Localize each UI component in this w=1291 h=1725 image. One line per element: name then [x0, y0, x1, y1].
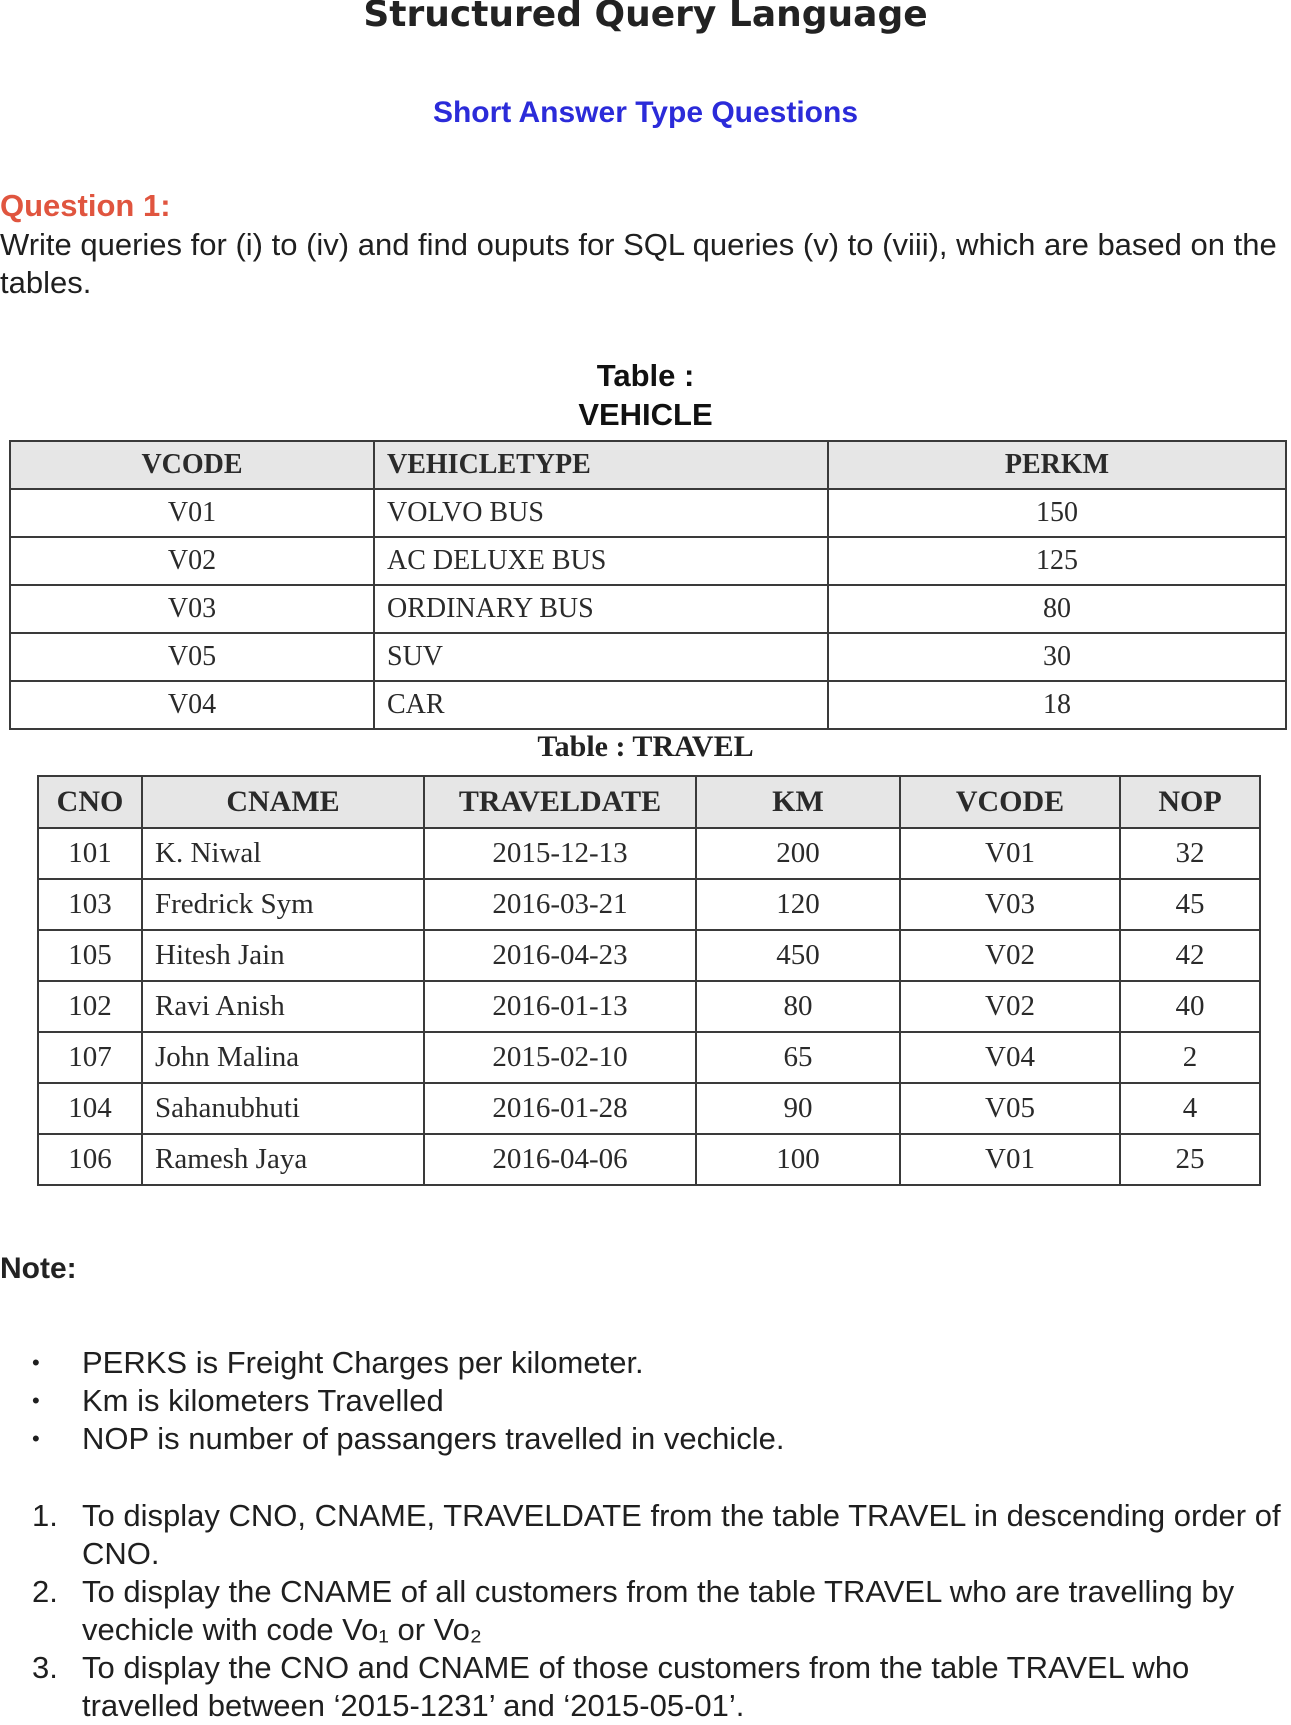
table-cell: K. Niwal [142, 828, 424, 879]
table-cell: V01 [900, 1134, 1120, 1185]
vehicle-table [9, 440, 1287, 730]
table-cell: V02 [900, 930, 1120, 981]
question-item [0, 1573, 1291, 1649]
note-item-text: NOP is number of passangers travelled in vechicle. [82, 1421, 785, 1456]
question-number: 2. [32, 1574, 58, 1609]
table-cell: V04 [10, 681, 374, 729]
column-header: VEHICLETYPE [374, 441, 828, 489]
column-header: VCODE [10, 441, 374, 489]
note-item [0, 1344, 1291, 1382]
table-row [38, 1032, 1260, 1083]
table-header-row [38, 776, 1260, 828]
table-cell: 65 [696, 1032, 900, 1083]
table-cell: 106 [38, 1134, 142, 1185]
travel-table [37, 775, 1261, 1186]
table-cell: Hitesh Jain [142, 930, 424, 981]
table-row [38, 1134, 1260, 1185]
bullet-icon: • [32, 1426, 40, 1451]
table-cell: 2016-01-28 [424, 1083, 696, 1134]
table-cell: 150 [828, 489, 1286, 537]
table-cell: 30 [828, 633, 1286, 681]
table-row [10, 633, 1286, 681]
column-header: CNO [38, 776, 142, 828]
table-cell: 200 [696, 828, 900, 879]
question-number: 1. [32, 1498, 58, 1533]
table-cell: 102 [38, 981, 142, 1032]
travel-table-title: Table : TRAVEL [537, 730, 754, 763]
table-row [38, 879, 1260, 930]
vehicle-table-title-line2: VEHICLE [578, 397, 713, 432]
table-row [10, 585, 1286, 633]
question-item-text: To display the CNO and CNAME of those customers from the table TRAVEL who travelled between ‘2015-1231’ and ‘2015-05-01’. [82, 1650, 1190, 1723]
table-row [38, 828, 1260, 879]
table-cell: V03 [10, 585, 374, 633]
question-item-text: To display CNO, CNAME, TRAVELDATE from the table TRAVEL in descending order of CNO. [82, 1498, 1281, 1571]
table-row [10, 537, 1286, 585]
table-cell: 2015-12-13 [424, 828, 696, 879]
table-cell: 103 [38, 879, 142, 930]
table-cell: 104 [38, 1083, 142, 1134]
table-cell: V01 [10, 489, 374, 537]
column-header: TRAVELDATE [424, 776, 696, 828]
column-header: KM [696, 776, 900, 828]
table-cell: SUV [374, 633, 828, 681]
table-cell: V05 [10, 633, 374, 681]
table-cell: VOLVO BUS [374, 489, 828, 537]
table-cell: 450 [696, 930, 900, 981]
question-label: Question 1: [0, 188, 171, 223]
table-cell: 42 [1120, 930, 1260, 981]
table-cell: 2016-03-21 [424, 879, 696, 930]
table-cell: ORDINARY BUS [374, 585, 828, 633]
note-list [0, 1344, 1291, 1458]
table-cell: 80 [696, 981, 900, 1032]
bullet-icon: • [32, 1388, 40, 1413]
table-cell: 2015-02-10 [424, 1032, 696, 1083]
note-item-text: PERKS is Freight Charges per kilometer. [82, 1345, 644, 1380]
table-cell: 2016-04-06 [424, 1134, 696, 1185]
table-cell: 2016-04-23 [424, 930, 696, 981]
table-cell: 2 [1120, 1032, 1260, 1083]
table-row [38, 1083, 1260, 1134]
table-cell: 90 [696, 1083, 900, 1134]
table-row [38, 930, 1260, 981]
note-label: Note: [0, 1252, 77, 1285]
column-header: VCODE [900, 776, 1120, 828]
table-cell: 100 [696, 1134, 900, 1185]
table-header-row [10, 441, 1286, 489]
table-cell: 4 [1120, 1083, 1260, 1134]
vehicle-table-title [0, 356, 1291, 434]
page-title: Structured Query Language [363, 0, 928, 35]
question-text: Write queries for (i) to (iv) and find ouputs for SQL queries (v) to (viii), which are based on the tables. [0, 227, 1277, 300]
table-cell: 25 [1120, 1134, 1260, 1185]
question-list [0, 1497, 1291, 1725]
table-row [38, 981, 1260, 1032]
table-cell: Ravi Anish [142, 981, 424, 1032]
table-cell: 105 [38, 930, 142, 981]
column-header: CNAME [142, 776, 424, 828]
table-cell: CAR [374, 681, 828, 729]
table-cell: V03 [900, 879, 1120, 930]
table-cell: AC DELUXE BUS [374, 537, 828, 585]
section-subtitle: Short Answer Type Questions [432, 96, 859, 129]
table-cell: 120 [696, 879, 900, 930]
bullet-icon: • [32, 1350, 40, 1375]
table-cell: V05 [900, 1083, 1120, 1134]
table-cell: V04 [900, 1032, 1120, 1083]
question-item-text: To display the CNAME of all customers from the table TRAVEL who are travelling by vechicle with code Vo₁ or Vo₂ [82, 1574, 1235, 1647]
table-row [10, 489, 1286, 537]
column-header: NOP [1120, 776, 1260, 828]
table-cell: 32 [1120, 828, 1260, 879]
table-cell: John Malina [142, 1032, 424, 1083]
note-item [0, 1420, 1291, 1458]
question-item [0, 1649, 1291, 1725]
note-item [0, 1382, 1291, 1420]
table-cell: V02 [10, 537, 374, 585]
table-cell: 125 [828, 537, 1286, 585]
table-row [10, 681, 1286, 729]
question-number: 3. [32, 1650, 58, 1685]
table-cell: Fredrick Sym [142, 879, 424, 930]
table-cell: 101 [38, 828, 142, 879]
table-cell: V01 [900, 828, 1120, 879]
table-cell: V02 [900, 981, 1120, 1032]
column-header: PERKM [828, 441, 1286, 489]
table-cell: 107 [38, 1032, 142, 1083]
table-cell: Sahanubhuti [142, 1083, 424, 1134]
question-item [0, 1497, 1291, 1573]
table-cell: 40 [1120, 981, 1260, 1032]
note-item-text: Km is kilometers Travelled [82, 1383, 444, 1418]
vehicle-table-title-line1: Table : [596, 358, 695, 393]
table-cell: 45 [1120, 879, 1260, 930]
table-cell: Ramesh Jaya [142, 1134, 424, 1185]
table-cell: 2016-01-13 [424, 981, 696, 1032]
table-cell: 18 [828, 681, 1286, 729]
table-cell: 80 [828, 585, 1286, 633]
